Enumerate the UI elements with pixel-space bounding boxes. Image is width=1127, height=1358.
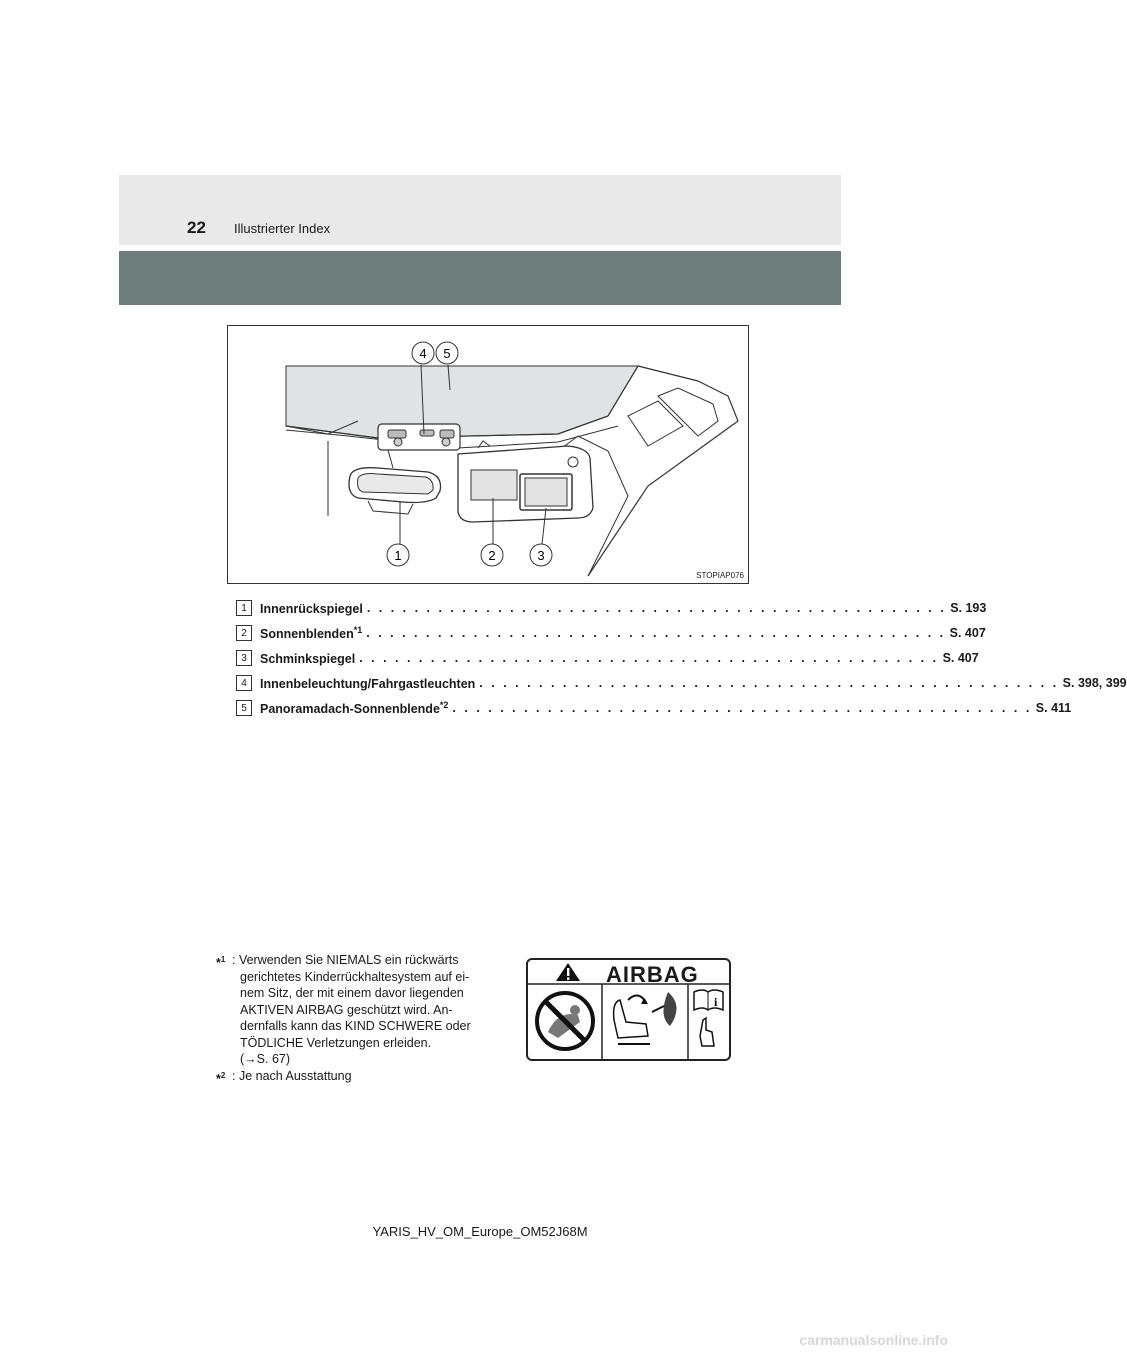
roof-interior-drawing — [228, 326, 748, 583]
watermark[interactable]: carmanualsonline.info — [799, 1332, 948, 1348]
airbag-warning-label — [526, 958, 731, 1061]
item-label: Innenrückspiegel — [260, 602, 363, 617]
callout-2 — [481, 544, 503, 566]
child-seat-airbag-icon — [614, 992, 677, 1044]
svg-text:2: 2 — [488, 548, 496, 563]
leader-dots: . . . . . . . . . . . . . . . . . . . . . . . . . . . . . . . . . . . . . . . . . . . . . . . . . — [479, 676, 1059, 690]
svg-text:5: 5 — [443, 346, 451, 361]
index-item[interactable] — [236, 698, 1072, 718]
svg-text:4: 4 — [419, 346, 427, 361]
svg-text:1: 1 — [394, 548, 402, 563]
page-reference[interactable]: S. 407 — [942, 651, 979, 665]
page-reference[interactable]: S. 407 — [949, 626, 986, 640]
section-banner — [119, 251, 841, 305]
cross-reference-link[interactable]: (→S. 67) — [240, 1052, 291, 1066]
item-number-box: 1 — [236, 600, 252, 616]
leader-dots: . . . . . . . . . . . . . . . . . . . . . . . . . . . . . . . . . . . . . . . . . . . . . . . . . — [366, 626, 946, 640]
header-band — [119, 175, 841, 245]
page-reference[interactable]: S. 411 — [1035, 701, 1072, 715]
page-number: 22 — [187, 218, 206, 237]
svg-text:i: i — [714, 995, 718, 1009]
section-title: Illustrierter Index — [234, 221, 331, 236]
item-label: Sonnenblenden$^{*1}$ — [260, 624, 363, 642]
item-number-box: 3 — [236, 650, 252, 666]
callout-5 — [436, 342, 458, 364]
document-id: YARIS_HV_OM_Europe_OM52J68M — [372, 1224, 588, 1239]
page-reference[interactable]: S. 193 — [950, 601, 987, 615]
footnotes — [216, 952, 516, 1084]
item-label: Panoramadach-Sonnenblende$^{*2}$ — [260, 699, 449, 717]
leader-dots: . . . . . . . . . . . . . . . . . . . . . . . . . . . . . . . . . . . . . . . . . . . . . . . . . — [359, 651, 939, 665]
callout-3 — [530, 544, 552, 566]
item-number-box: 2 — [236, 625, 252, 641]
leader-dots: . . . . . . . . . . . . . . . . . . . . . . . . . . . . . . . . . . . . . . . . . . . . . . . . . — [366, 601, 947, 615]
index-item[interactable] — [236, 648, 979, 668]
leader-dots: . . . . . . . . . . . . . . . . . . . . . . . . . . . . . . . . . . . . . . . . . . . . . . . . . — [452, 701, 1032, 715]
item-number-box: 4 — [236, 675, 252, 691]
item-label: Schminkspiegel — [260, 652, 356, 667]
callout-1 — [387, 544, 409, 566]
warning-triangle-icon — [556, 963, 580, 981]
airbag-title: AIRBAG — [606, 962, 699, 987]
item-number-box: 5 — [236, 700, 252, 716]
svg-text:3: 3 — [537, 548, 545, 563]
interior-illustration — [227, 325, 749, 584]
figure-code: STOPIAP076 — [696, 571, 744, 580]
manual-info-icon — [694, 990, 723, 1046]
footnote-mark: *$^1$ — [216, 955, 226, 971]
footnote-2: *$^2$ : Je nach Ausstattung — [216, 1068, 352, 1086]
page-reference[interactable]: S. 398, 399 — [1062, 676, 1127, 690]
callout-4 — [412, 342, 434, 364]
footnote-mark: *$^2$ — [216, 1070, 226, 1086]
footnote-1: *$^1$ : Verwenden Sie NIEMALS ein rückwärts gerichtetes Kinderrückhaltesystem auf ei- nem Sitz, der mit einem davor liegenden AKTIVEN AIRBAG geschützt wird. An- dernfalls kann das KIND SCHWERE oder TÖDLICHE Verletzungen erleiden. (→S. 67) — [216, 952, 516, 1068]
index-item[interactable] — [236, 623, 986, 643]
index-item[interactable] — [236, 673, 1127, 693]
no-rear-facing-seat-icon — [537, 993, 593, 1049]
item-label: Innenbeleuchtung/Fahrgastleuchten — [260, 677, 476, 692]
index-item[interactable] — [236, 598, 987, 618]
